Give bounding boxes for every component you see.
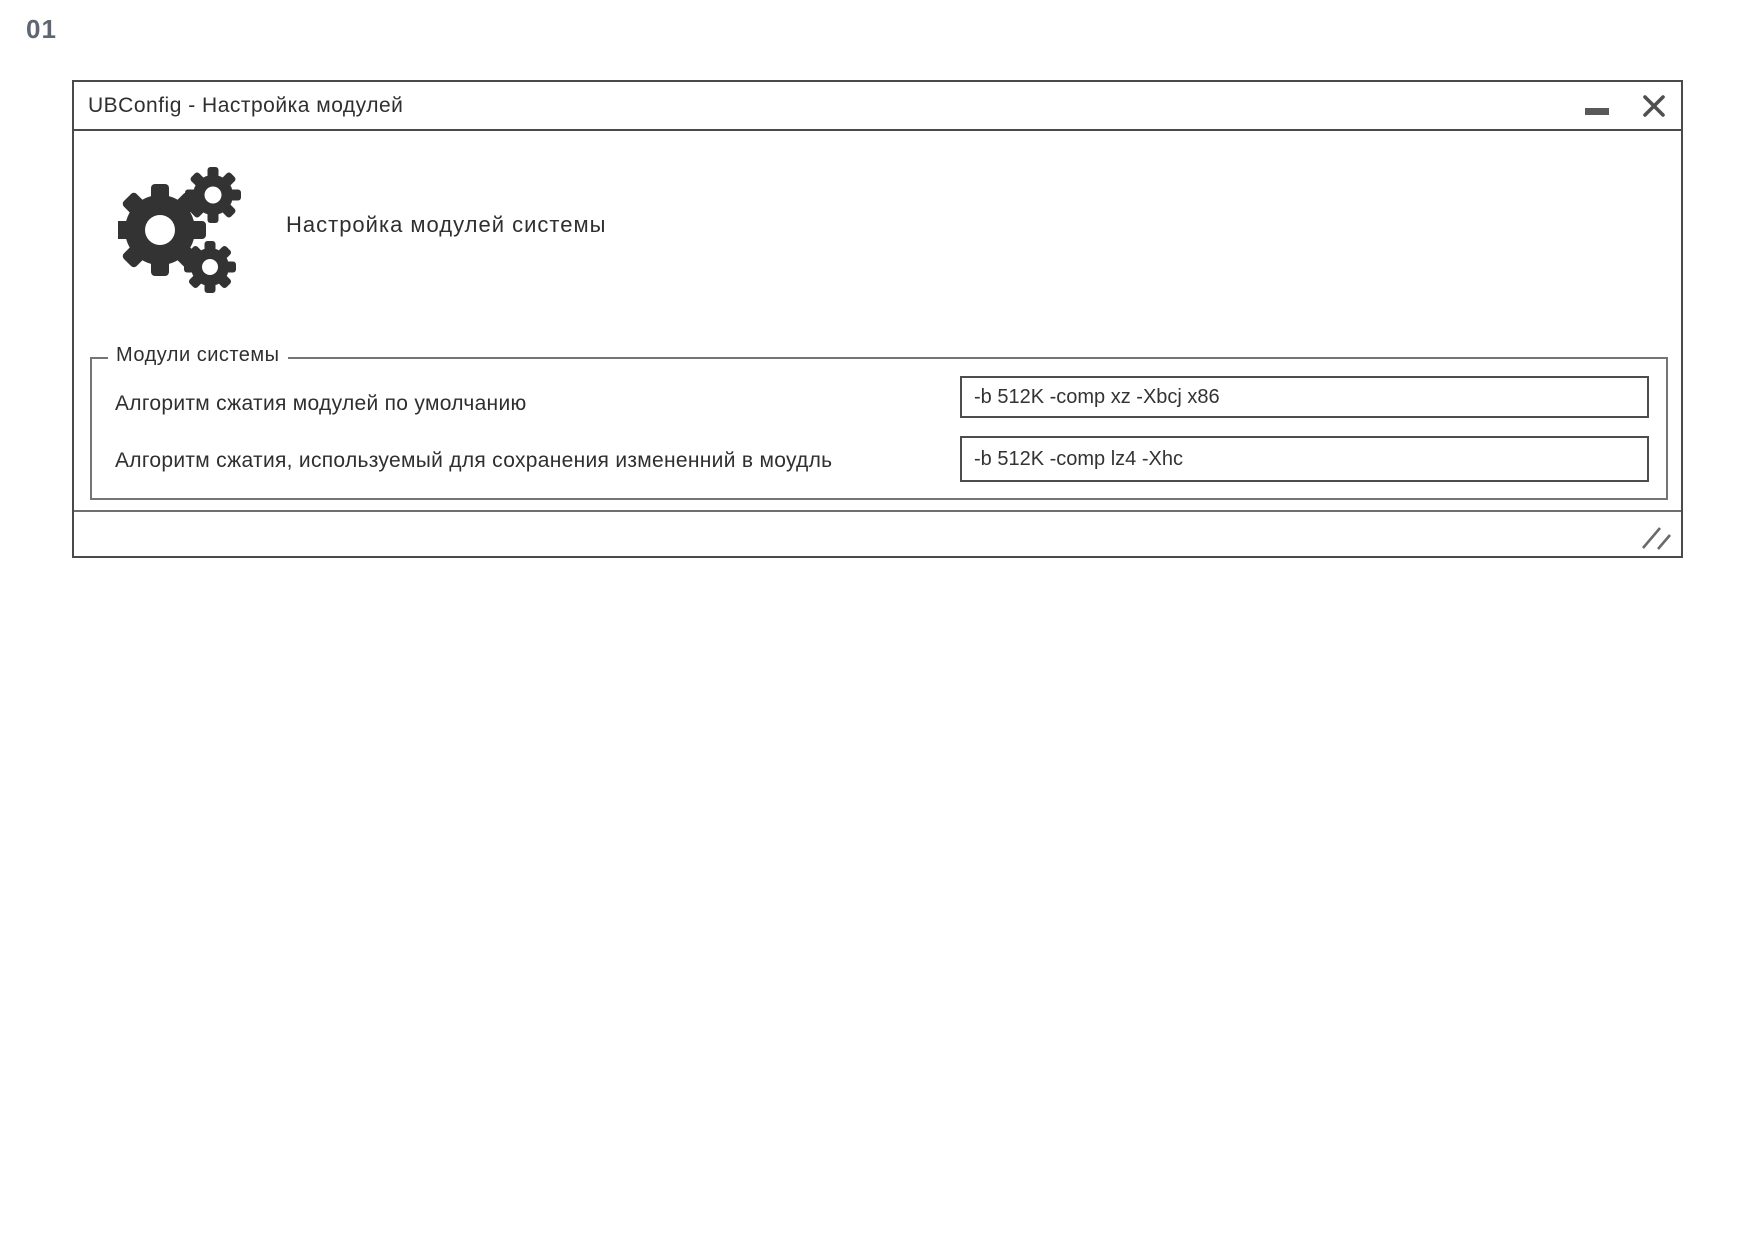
gears-icon (118, 155, 252, 295)
save-compression-input[interactable] (960, 436, 1649, 482)
minimize-icon (1585, 108, 1609, 115)
ubconfig-window (72, 80, 1683, 558)
window-controls (1585, 93, 1667, 119)
window-content (74, 131, 1681, 512)
page-title: Настройка модулей системы (286, 212, 607, 237)
modules-group-box (90, 344, 1668, 500)
page-number-label: 01 (26, 14, 57, 44)
modules-group-legend: Модули системы (108, 344, 288, 367)
default-compression-label: Алгоритм сжатия модулей по умолчанию (115, 392, 527, 415)
minimize-button[interactable] (1585, 93, 1609, 119)
status-bar (74, 512, 1681, 556)
save-compression-label: Алгоритм сжатия, используемый для сохранения измененний в моудль (115, 449, 833, 472)
default-compression-input[interactable] (960, 376, 1649, 418)
close-icon (1642, 94, 1666, 118)
window-titlebar[interactable] (74, 82, 1681, 131)
close-button[interactable] (1641, 93, 1667, 119)
resize-grip-icon[interactable] (1639, 525, 1673, 551)
window-title: UBConfig - Настройка модулей (88, 93, 404, 117)
